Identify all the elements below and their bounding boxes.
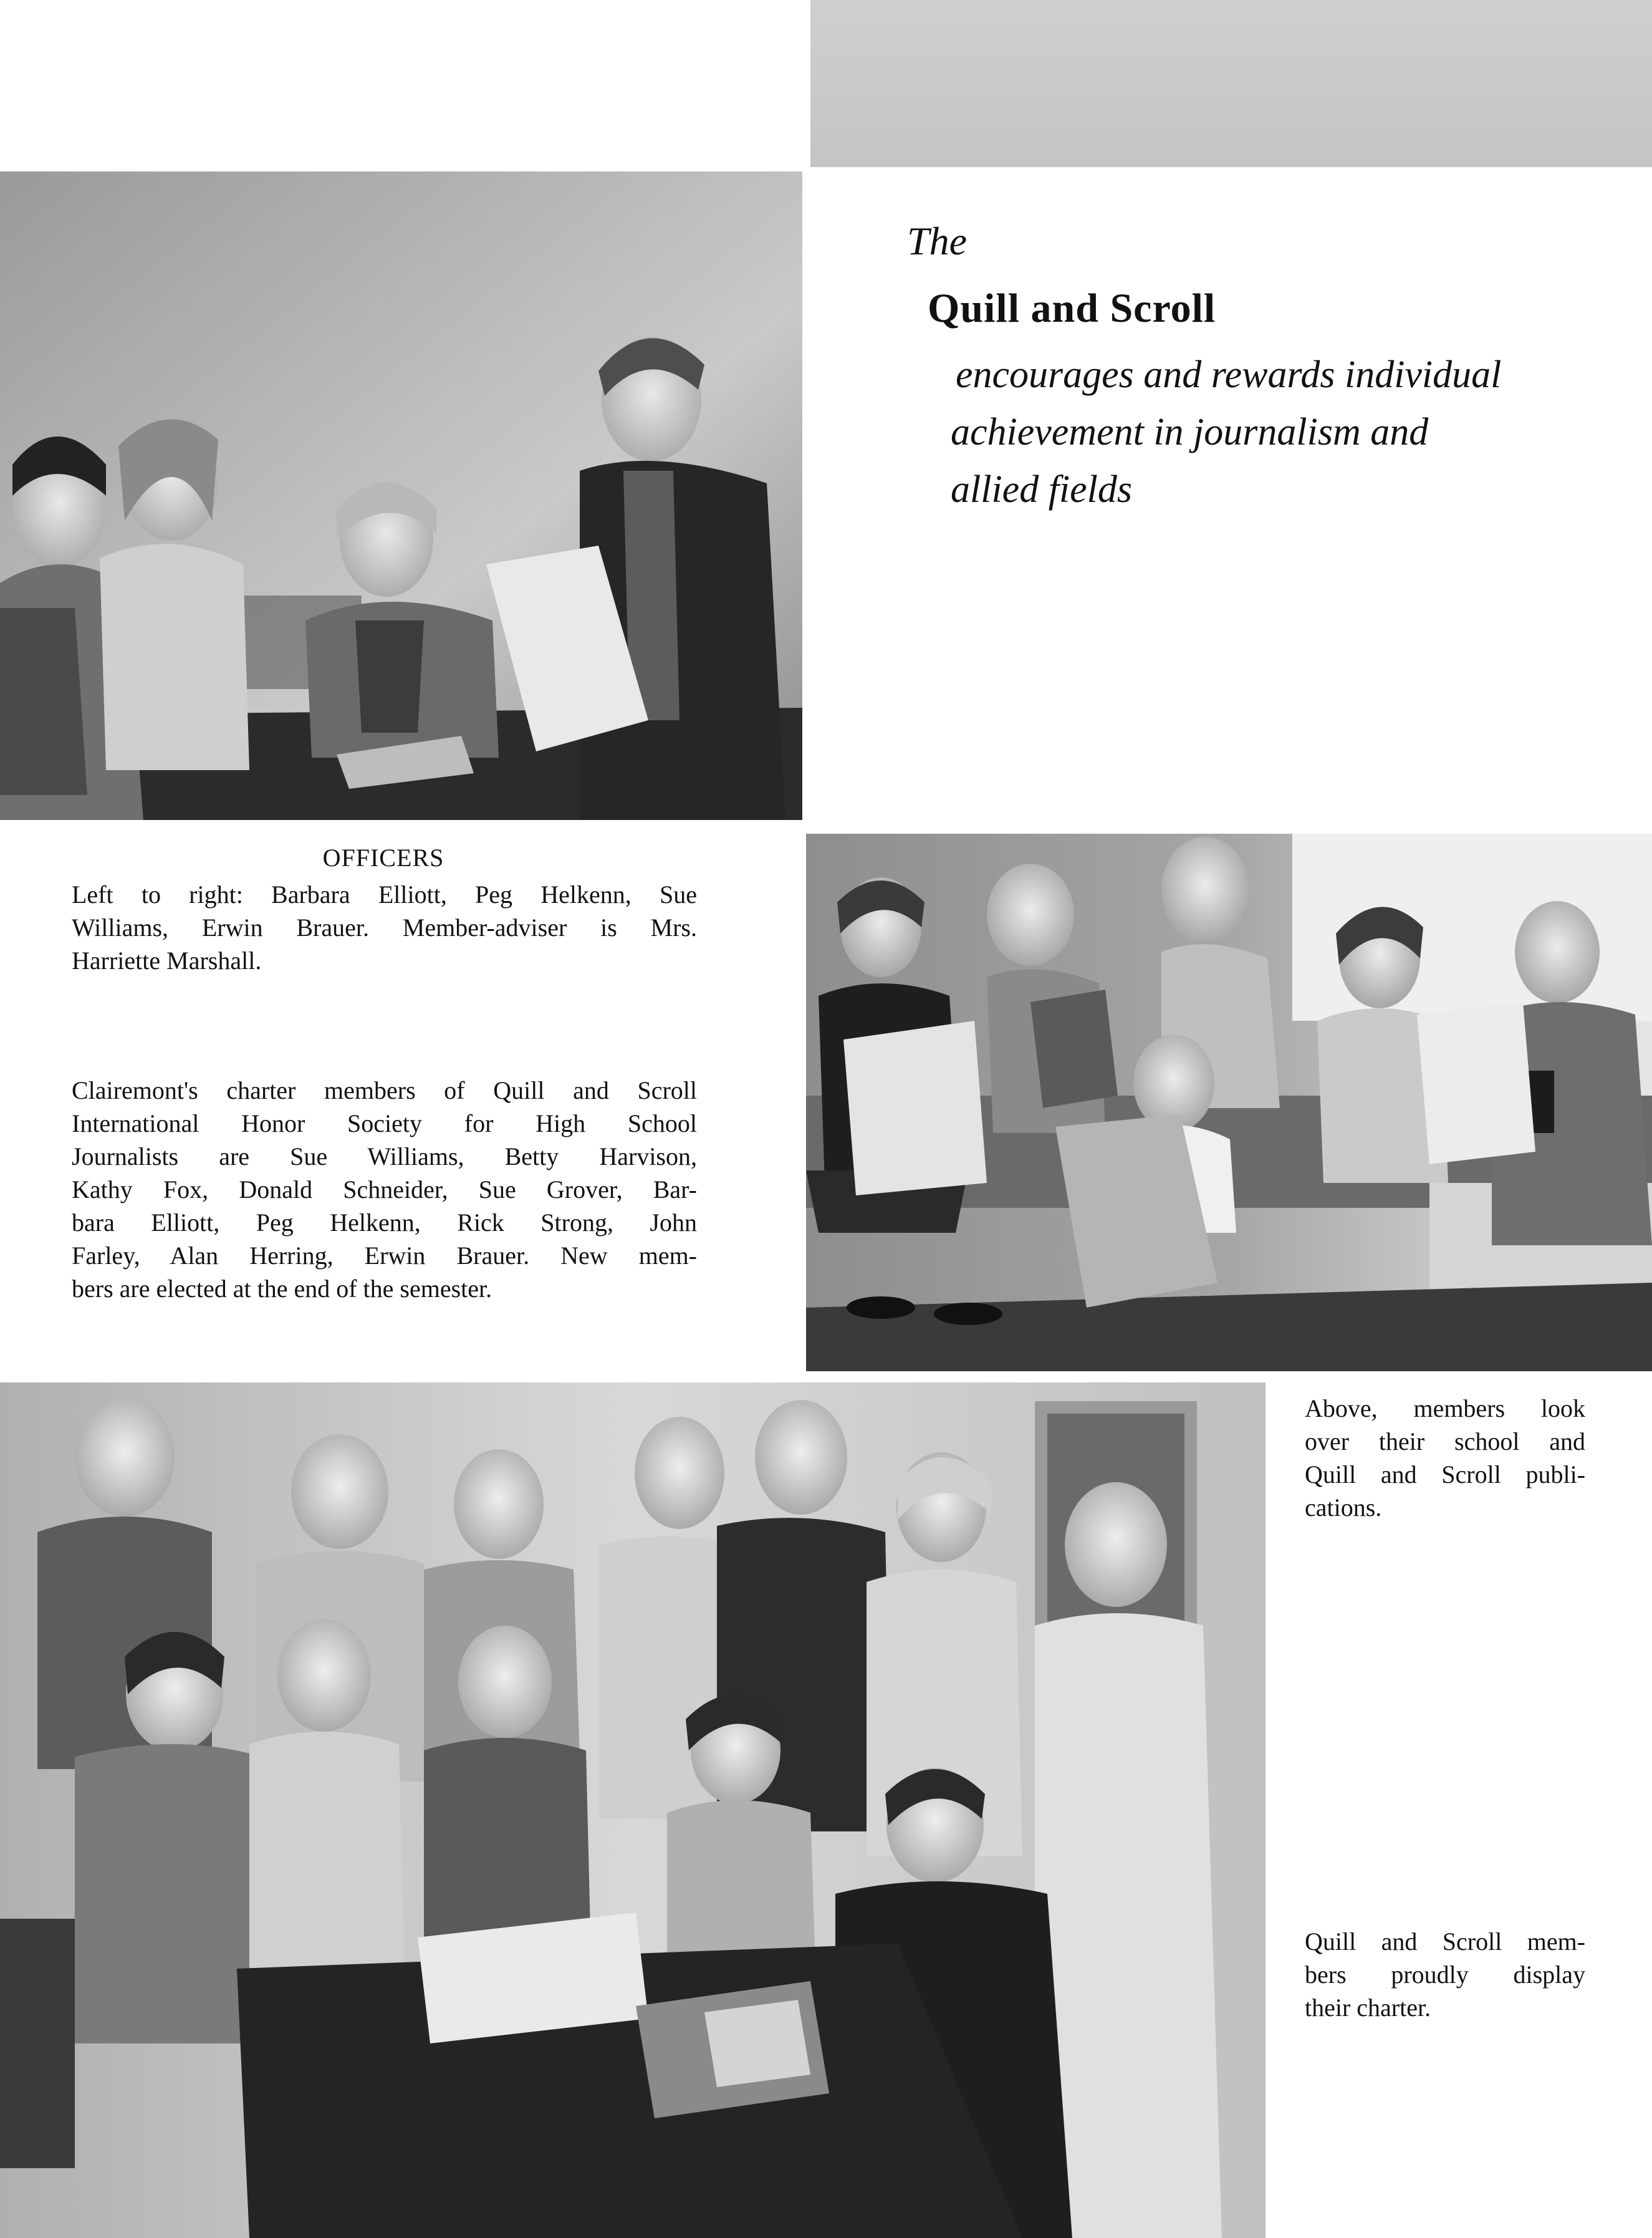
heading-the: The — [907, 219, 967, 263]
caption-line: bers are elected at the end of the semester. — [72, 1275, 492, 1303]
caption-line: International Honor Society for High School — [72, 1109, 697, 1137]
caption-line: Kathy Fox, Donald Schneider, Sue Grover, Bar- — [72, 1175, 697, 1203]
charter-group-photo — [0, 1382, 1265, 2238]
charter-display-caption — [1305, 1925, 1585, 2024]
caption-line: Williams, Erwin Brauer. Member-adviser is Mrs. — [72, 914, 697, 942]
caption-line: cations. — [1305, 1493, 1382, 1522]
charter-members-caption — [72, 1074, 697, 1305]
subtitle-line: allied fields — [951, 468, 1133, 511]
heading-subtitle — [951, 346, 1610, 518]
caption-line: Harriette Marshall. — [72, 947, 262, 975]
caption-line: Quill and Scroll publi- — [1305, 1460, 1585, 1488]
publications-caption — [1305, 1392, 1585, 1524]
caption-line: bers proudly display — [1305, 1961, 1585, 1989]
caption-line: Quill and Scroll mem- — [1305, 1927, 1585, 1956]
caption-line: Farley, Alan Herring, Erwin Brauer. New mem- — [72, 1242, 697, 1270]
subtitle-line: encourages and rewards individual — [956, 354, 1502, 396]
caption-line: their charter. — [1305, 1994, 1431, 2022]
officers-photo — [0, 171, 802, 820]
publications-photo — [806, 834, 1652, 1371]
officers-heading: OFFICERS — [322, 844, 444, 872]
officers-caption — [72, 878, 697, 977]
caption-line: Clairemont's charter members of Quill and Scroll — [72, 1076, 697, 1104]
caption-line: over their school and — [1305, 1427, 1585, 1455]
header-gray-band — [810, 0, 1652, 167]
caption-line: Left to right: Barbara Elliott, Peg Helkenn, Sue — [72, 880, 697, 909]
caption-line: Journalists are Sue Williams, Betty Harvison, — [72, 1142, 697, 1170]
heading-title: Quill and Scroll — [928, 286, 1216, 331]
subtitle-line: achievement in journalism and — [951, 411, 1429, 453]
caption-line: bara Elliott, Peg Helkenn, Rick Strong, John — [72, 1208, 697, 1237]
caption-line: Above, members look — [1305, 1394, 1585, 1422]
